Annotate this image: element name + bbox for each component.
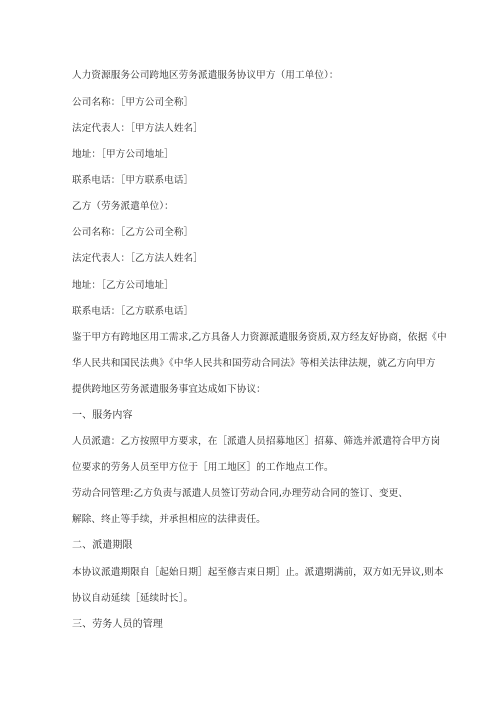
section-3-heading: 三、劳务人员的管理 xyxy=(72,619,163,630)
party-b-address: 地址：［乙方公司地址］ xyxy=(72,280,174,291)
party-b-legal-rep: 法定代表人：［乙方法人姓名］ xyxy=(72,253,203,264)
term-clause-line-2: 协议自动延续［延续时长］。 xyxy=(72,593,194,604)
party-a-phone: 联系电话：［甲方联系电话］ xyxy=(72,175,194,186)
term-clause-line-1: 本协议派遣期限自［起始日期］起至修吉束日期］止。派遣期满前，双方如无异议,则本 xyxy=(72,567,444,578)
party-b-heading: 乙方（劳务派遣单位）： xyxy=(72,201,174,212)
section-1-heading: 一、服务内容 xyxy=(72,410,133,421)
party-a-legal-rep: 法定代表人：［甲方法人姓名］ xyxy=(72,123,203,134)
section-2-heading: 二、派遣期限 xyxy=(72,540,133,551)
contract-mgmt-line-2: 解除、终止等手续，并承担相应的法律责任。 xyxy=(72,514,266,525)
party-b-company-name: 公司名称：［乙方公司全称］ xyxy=(72,227,194,238)
preamble-line-1: 鉴于甲方有跨地区用工需求,乙方具备人力资源派遣服务资质,双方经友好协商，依据《中 xyxy=(72,332,447,343)
dispatch-clause-line-2: 位要求的劳务人员至甲方位于［用工地区］的工作地点工作。 xyxy=(72,462,334,473)
preamble-line-2: 华人民共和国民法典》《中华人民共和国劳动合同法》等相关法律法规，就乙方向甲方 xyxy=(72,358,436,369)
agreement-title-line: 人力资源服务公司跨地区劳务派遣服务协议甲方（用工单位）： xyxy=(72,70,339,81)
dispatch-clause-line-1: 人员派遣：乙方按照甲方要求，在［派遣人员招募地区］招募、筛选并派遣符合甲方岗 xyxy=(72,436,441,447)
party-a-address: 地址：［甲方公司地址］ xyxy=(72,149,174,160)
contract-mgmt-line-1: 劳动合同管理:乙方负责与派遣人员签订劳动合同,办理劳动合同的签订、变更、 xyxy=(72,488,409,499)
party-b-phone: 联系电话：［乙方联系电话］ xyxy=(72,306,194,317)
preamble-line-3: 提供跨地区劳务派遣服务事宜达成如下协议： xyxy=(72,384,266,395)
party-a-company-name: 公司名称：［甲方公司全称］ xyxy=(72,97,194,108)
